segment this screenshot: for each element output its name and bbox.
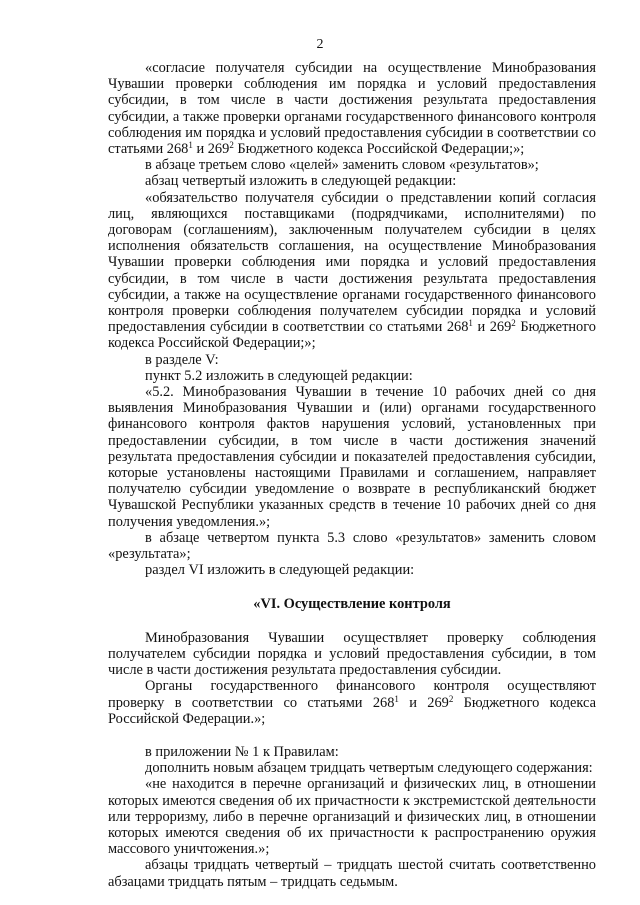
text-run: Бюджетного кодекса Российской Федерации.»; (108, 694, 596, 727)
superscript: 1 (188, 140, 193, 151)
text-run: «обязательство получателя субсидии о представлении копий согласия лиц, являющихся поставщиками (подрядчиками, исполнителями) по договорам (соглашениям), заключенным получателем субсидии в целях исполнения обязательств соглашения, на осуществление Минобразования Чувашии проверки соблюдения ими порядка и условий предоставления субсидии, в том числе в части достижения результата предоставления субсидии, а также на осуществление органами государственного финансового контроля проверки соблюдения получателем субсидии порядка и условий предоставления субсидии в соответствии со статьями 268 (108, 189, 596, 336)
paragraph-add-new-abzac: дополнить новым абзацем тридцать четвертым следующего содержания: (145, 760, 593, 777)
paragraph-consent-clause (108, 60, 596, 157)
superscript: 2 (448, 693, 454, 704)
paragraph-extremism-clause: «не находится в перечне организаций и физических лиц, в отношении которых имеются сведения об их причастности к экстремистской деятельности или терроризму, либо в перечне организаций и физических лиц, в отношении которых имеются сведения об их причастности к распространению оружия массового уничтожения.»; (108, 776, 596, 858)
paragraph-point-5-2: «5.2. Минобразования Чувашии в течение 10 рабочих дней со дня выявления Минобразования Чувашии и (или) органами государственного финансового контроля фактов нарушения условий, установленных при предоставлении субсидии, в том числе в части достижения значений результата предоставления субсидии и показателей предоставления субсидии, которые установлены настоящими Правилами и соглашением, направляет получателю субсидии уведомление о возврате в республиканский бюджет Чувашской Республики указанных средств в течение 10 рабочих дней со дня получения уведомления.»; (108, 384, 596, 530)
paragraph-control-ministry: Минобразования Чувашии осуществляет проверку соблюдения получателем субсидии порядка и условий предоставления субсидии, в том числе в части достижения результата предоставления субсидии. (108, 629, 596, 679)
paragraph-renumber-abzacs: абзацы тридцать четвертый – тридцать шестой считать соответственно абзацами тридцать пятым – тридцать седьмым. (108, 857, 596, 890)
superscript: 1 (468, 318, 473, 329)
text-run: и 269 (192, 141, 230, 158)
paragraph-section-v: в разделе V: (145, 351, 219, 368)
text-run: Бюджетного кодекса Российской Федерации;»; (233, 141, 525, 158)
section-heading: «VI. Осуществление контроля (253, 595, 451, 612)
paragraph-replace-word: в абзаце третьем слово «целей» заменить словом «результатов»; (145, 157, 539, 174)
paragraph-fourth-abzac: абзац четвертый изложить в следующей редакции: (145, 173, 457, 190)
superscript: 1 (394, 693, 399, 704)
document-body (108, 60, 596, 890)
text-run: Бюджетного кодекса Российской Федерации;»; (108, 319, 596, 352)
superscript: 2 (229, 140, 234, 151)
text-run: и 269 (398, 694, 449, 711)
text-run: Органы государственного финансового контроля осуществляют проверку в соответствии со статьями 268 (108, 678, 596, 711)
paragraph-obligation-clause (108, 190, 596, 352)
paragraph-point-5-2-intro: пункт 5.2 изложить в следующей редакции: (145, 367, 413, 384)
paragraph-point-5-3: в абзаце четвертом пункта 5.3 слово «результатов» заменить словом «результата»; (108, 529, 596, 563)
paragraph-control-organs (108, 678, 596, 727)
text-run: и 269 (472, 319, 512, 336)
paragraph-section-vi-intro: раздел VI изложить в следующей редакции: (145, 562, 415, 579)
text-run: «согласие получателя субсидии на осуществление Минобразования Чувашии проверки соблюдения им порядка и условий предоставления субсидии, в том числе в части достижения результата предоставления субсидии, а также проверки органами государственного финансового контроля соблюдения им порядка и условий предоставления субсидии в соответствии со статьями 268 (108, 60, 596, 158)
superscript: 2 (511, 318, 516, 329)
page-number: 2 (316, 37, 324, 52)
paragraph-appendix-1: в приложении № 1 к Правилам: (145, 743, 339, 760)
